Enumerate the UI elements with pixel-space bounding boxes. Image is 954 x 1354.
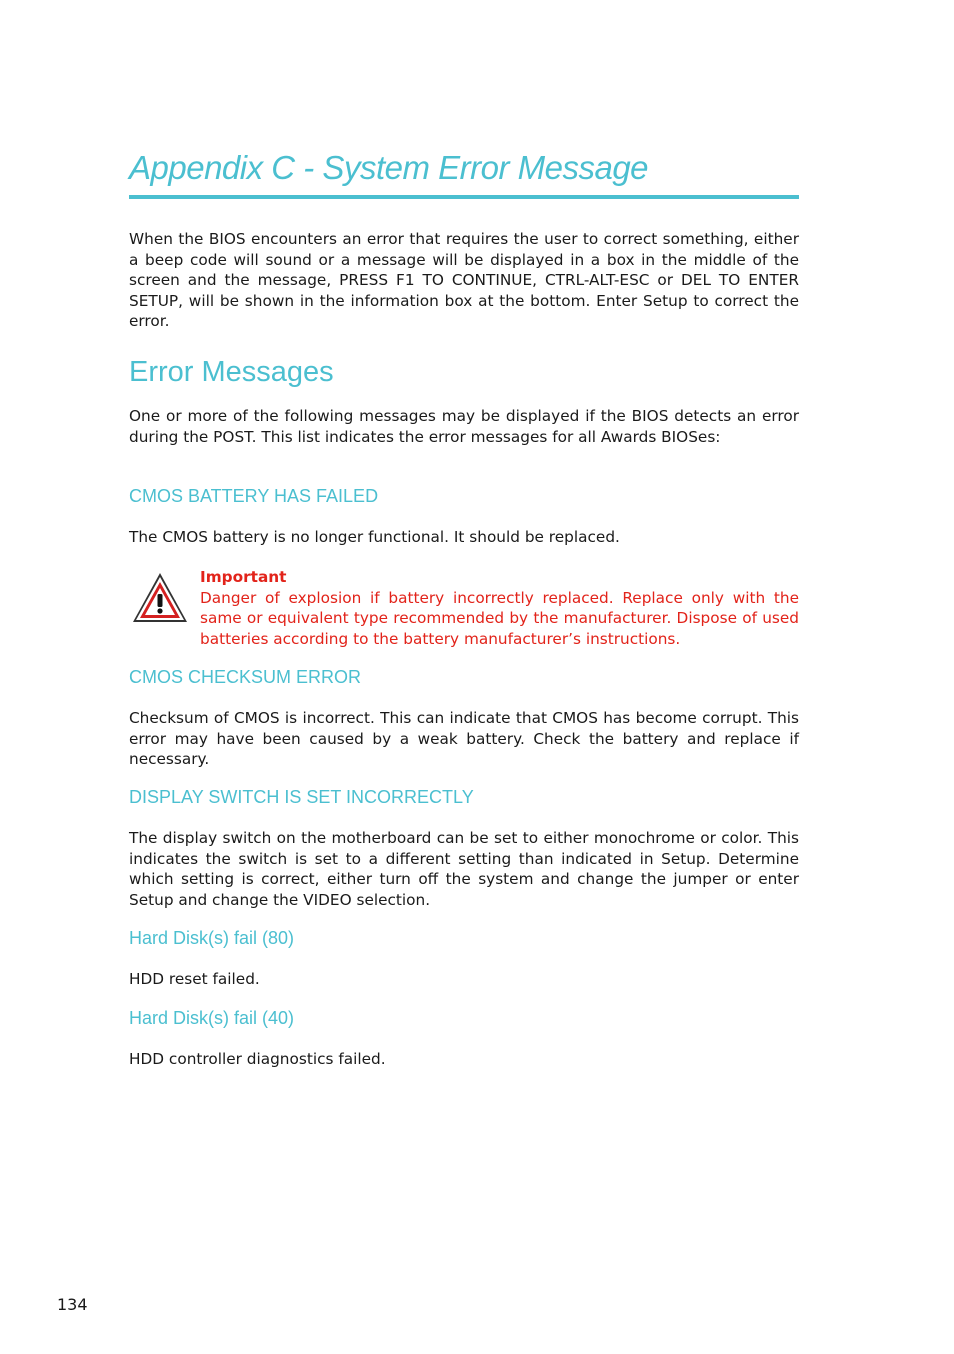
error-item-heading-block [129,484,799,508]
warning-triangle-icon [131,571,189,625]
error-item-text-block [129,1049,799,1070]
error-item-text: HDD reset failed. [129,970,260,988]
error-item-text: HDD controller diagnostics failed. [129,1050,386,1068]
error-item-heading-block [129,926,799,950]
important-label: Important [200,568,287,586]
error-item-text-block [129,969,799,990]
error-item-heading-block [129,1006,799,1030]
error-item-heading-block [129,665,799,689]
appendix-title: Appendix C - System Error Message [129,149,649,186]
error-messages-intro-block [129,406,799,447]
error-item-heading: CMOS CHECKSUM ERROR [129,667,362,687]
important-notice [200,567,799,649]
error-item-heading: Hard Disk(s) fail (40) [129,1008,295,1028]
error-item-heading: Hard Disk(s) fail (80) [129,928,295,948]
error-item-text-block [129,828,799,910]
page-number: 134 [57,1295,88,1314]
error-item-heading-block [129,785,799,809]
error-item-text: The display switch on the motherboard can be set to either monochrome or color. This indicates the switch is set to a different setting than indicated in Setup. Determine which setting is correct, either turn off the system and change the jumper or enter Setup and change the VIDEO selection. [129,829,799,909]
error-item-text-block [129,708,799,770]
error-messages-intro: One or more of the following messages may be displayed if the BIOS detects an error during the POST. This list indicates the error messages for all Awards BIOSes: [129,407,799,446]
important-text: Danger of explosion if battery incorrectly replaced. Replace only with the same or equivalent type recommended by the manufacturer. Dispose of used batteries according to the battery manufacturer’s instructions. [200,588,799,648]
error-item-heading: CMOS BATTERY HAS FAILED [129,486,379,506]
error-item-text: Checksum of CMOS is incorrect. This can indicate that CMOS has become corrupt. This error may have been caused by a weak battery. Check the battery and replace if necessary. [129,709,799,769]
error-item-text: The CMOS battery is no longer functional. It should be replaced. [129,528,620,546]
appendix-intro: When the BIOS encounters an error that requires the user to correct something, either a beep code will sound or a message will be displayed in a box in the middle of the screen and the message, PRESS F1 TO CONTINUE, CTRL-ALT-ESC or DEL TO ENTER SETUP, will be shown in the information box at the bottom. Enter Setup to correct the error. [129,230,799,331]
appendix-intro-block [129,229,799,332]
error-item-heading: DISPLAY SWITCH IS SET INCORRECTLY [129,787,474,807]
error-messages-heading-block [129,354,799,390]
error-messages-heading: Error Messages [129,356,334,388]
error-item-text-block [129,527,799,548]
title-rule [129,195,799,199]
